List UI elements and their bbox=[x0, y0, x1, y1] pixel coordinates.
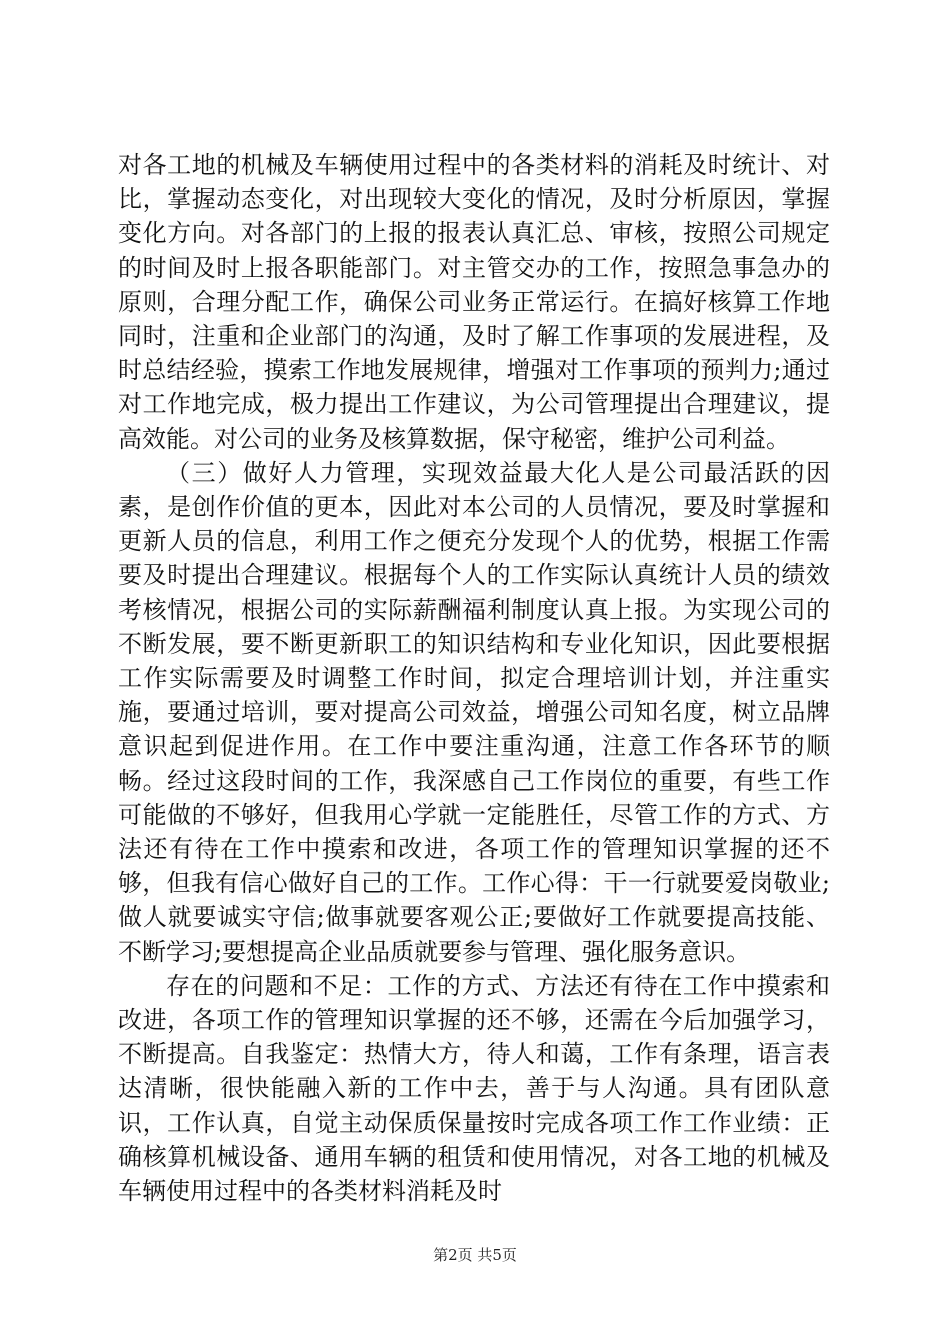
page-footer: 第2页 共5页 bbox=[433, 1246, 517, 1264]
paragraph-2: （三）做好人力管理，实现效益最大化人是公司最活跃的因素，是创作价值的更本，因此对本公司的人员情况，要及时掌握和更新人员的信息，利用工作之便充分发现个人的优势，根据工作需要及时提出合理建议。根据每个人的工作实际认真统计人员的绩效考核情况，根据公司的实际薪酬福利制度认真上报。为实现公司的不断发展，要不断更新职工的知识结构和专业化知识，因此要根据工作实际需要及时调整工作时间，拟定合理培训计划，并注重实施，要通过培训，要对提高公司效益，增强公司知名度，树立品牌意识起到促进作用。在工作中要注重沟通，注意工作各环节的顺畅。经过这段时间的工作，我深感自己工作岗位的重要，有些工作可能做的不够好，但我用心学就一定能胜任，尽管工作的方式、方法还有待在工作中摸索和改进，各项工作的管理知识掌握的还不够，但我有信心做好自己的工作。工作心得：干一行就要爱岗敬业;做人就要诚实守信;做事就要客观公正;要做好工作就要提高技能、不断学习;要想提高企业品质就要参与管理、强化服务意识。 bbox=[118, 458, 830, 966]
paragraph-1: 对各工地的机械及车辆使用过程中的各类材料的消耗及时统计、对比，掌握动态变化，对出现较大变化的情况，及时分析原因，掌握变化方向。对各部门的上报的报表认真汇总、审核，按照公司规定的时间及时上报各职能部门。对主管交办的工作，按照急事急办的原则，合理分配工作，确保公司业务正常运行。在搞好核算工作地同时，注重和企业部门的沟通，及时了解工作事项的发展进程，及时总结经验，摸索工作地发展规律，增强对工作事项的预判力;通过对工作地完成，极力提出工作建议，为公司管理提出合理建议，提高效能。对公司的业务及核算数据，保守秘密，维护公司利益。 bbox=[118, 151, 830, 453]
document-body bbox=[118, 148, 830, 1208]
paragraph-3: 存在的问题和不足：工作的方式、方法还有待在工作中摸索和改进，各项工作的管理知识掌握的还不够，还需在今后加强学习，不断提高。自我鉴定：热情大方，待人和蔼，工作有条理，语言表达清晰，很快能融入新的工作中去，善于与人沟通。具有团队意识，工作认真，自觉主动保质保量按时完成各项工作工作业绩：正确核算机械设备、通用车辆的租赁和使用情况，对各工地的机械及车辆使用过程中的各类材料消耗及时 bbox=[118, 971, 830, 1206]
